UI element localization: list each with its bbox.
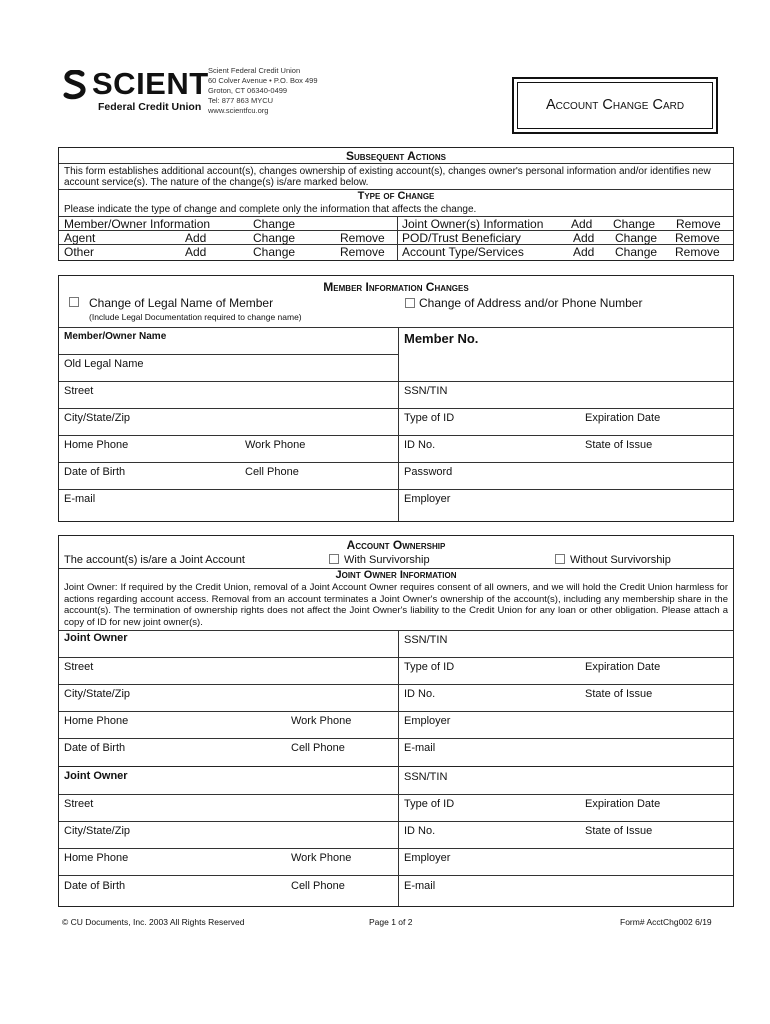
password-label: Password: [404, 466, 453, 478]
footer-copyright: © CU Documents, Inc. 2003 All Rights Reserved: [62, 917, 245, 927]
subsequent-title: Subsequent Actions: [345, 149, 446, 163]
card-title: Account Change Card: [545, 97, 685, 113]
logo: [60, 66, 209, 116]
home-phone-label: Home Phone: [64, 439, 129, 451]
change-option-add[interactable]: Add: [571, 217, 593, 231]
old-legal-name-label: Old Legal Name: [64, 358, 144, 370]
ssn-label: SSN/TIN: [404, 385, 448, 397]
address-change-option: Change of Address and/or Phone Number: [419, 296, 643, 310]
expiration-date-label: Expiration Date: [585, 412, 661, 424]
subsequent-actions-section: [58, 147, 734, 261]
change-type-member-owner: Member/Owner Information: [64, 217, 211, 231]
logo-word: SCIENT: [92, 66, 209, 101]
type-of-change-title: Type of Change: [357, 190, 435, 202]
joint-type-of-id-label: Type of ID: [404, 798, 455, 810]
joint-account-label: The account(s) is/are a Joint Account: [64, 554, 245, 566]
id-number-label: ID No.: [404, 439, 436, 451]
address-line: 60 Colver Avenue • P.O. Box 499: [208, 76, 318, 85]
joint-owner-info-title: Joint Owner Information: [335, 569, 457, 581]
change-option-remove[interactable]: Remove: [675, 245, 720, 259]
address-change-checkbox[interactable]: [405, 298, 415, 308]
joint-employer-label: Employer: [404, 715, 451, 727]
joint-street-label: Street: [64, 798, 94, 810]
without-survivorship-checkbox[interactable]: [555, 554, 565, 564]
address-line: www.scientfcu.org: [208, 106, 269, 115]
account-ownership-section: [58, 535, 734, 907]
address-line: Scient Federal Credit Union: [208, 66, 301, 75]
joint-state-issue-label: State of Issue: [585, 825, 653, 837]
joint-expiration-label: Expiration Date: [585, 798, 661, 810]
address-line: Groton, CT 06340-0499: [208, 86, 288, 95]
joint-owner-paragraph: Joint Owner: If required by the Credit Union, removal of a Joint Account Owner requires consent of all owners, and we will hold the Credit Union harmless for actions regarding account access. Removal from an account terminates a Joint Owner's ownership of the account(s), including any membership share in the account(s). The termination of ownership rights does not affect the Joint Owner's liability to the Credit Union for any loan or other obligation. Please attach a copy of ID for new joint owner(s).: [64, 582, 728, 628]
joint-cell-phone-label: Cell Phone: [291, 742, 345, 754]
joint-owner-title: Joint Owner: [64, 632, 128, 644]
cell-phone-label: Cell Phone: [245, 466, 299, 478]
joint-id-no-label: ID No.: [404, 825, 436, 837]
change-type-agent: Agent: [64, 231, 96, 245]
change-option-change[interactable]: Change: [613, 217, 656, 231]
change-option-remove[interactable]: Remove: [676, 217, 721, 231]
state-of-issue-label: State of Issue: [585, 439, 653, 451]
joint-work-phone-label: Work Phone: [291, 715, 352, 727]
address-block: [208, 66, 318, 116]
work-phone-label: Work Phone: [245, 439, 306, 451]
footer-page-number: Page 1 of 2: [369, 917, 413, 927]
change-type-pod-trust: POD/Trust Beneficiary: [402, 231, 521, 245]
change-option-remove[interactable]: Remove: [340, 231, 385, 245]
type-of-id-label: Type of ID: [404, 412, 455, 424]
joint-employer-label: Employer: [404, 852, 451, 864]
subsequent-desc: account service(s). The nature of the change(s) is/are marked below.: [64, 177, 369, 188]
logo-sub: Federal Credit Union: [98, 101, 202, 113]
change-option-add[interactable]: Add: [573, 231, 595, 245]
joint-dob-label: Date of Birth: [64, 880, 126, 892]
joint-ssn-label: SSN/TIN: [404, 771, 448, 783]
member-number-label: Member No.: [404, 331, 479, 346]
joint-home-phone-label: Home Phone: [64, 715, 129, 727]
change-option-change[interactable]: Change: [253, 231, 296, 245]
joint-cell-phone-label: Cell Phone: [291, 880, 345, 892]
joint-work-phone-label: Work Phone: [291, 852, 352, 864]
change-option-add[interactable]: Add: [185, 231, 207, 245]
change-option-add[interactable]: Add: [185, 245, 207, 259]
street-label: Street: [64, 385, 94, 397]
joint-city-label: City/State/Zip: [64, 688, 131, 700]
member-owner-name-label: Member/Owner Name: [64, 331, 167, 342]
joint-state-issue-label: State of Issue: [585, 688, 653, 700]
joint-street-label: Street: [64, 661, 94, 673]
employer-label: Employer: [404, 493, 451, 505]
joint-email-label: E-mail: [404, 742, 436, 754]
change-option-change[interactable]: Change: [253, 245, 296, 259]
with-survivorship-checkbox[interactable]: [329, 554, 339, 564]
joint-owner-title: Joint Owner: [64, 770, 128, 782]
address-line: Tel: 877 863 MYCU: [208, 96, 274, 105]
joint-email-label: E-mail: [404, 880, 436, 892]
joint-city-label: City/State/Zip: [64, 825, 131, 837]
joint-type-of-id-label: Type of ID: [404, 661, 455, 673]
footer-form-number: Form# AcctChg002 6/19: [620, 917, 712, 927]
change-option-remove[interactable]: Remove: [340, 245, 385, 259]
change-option-change[interactable]: Change: [253, 217, 296, 231]
legal-name-note: (Include Legal Documentation required to change name): [89, 312, 302, 322]
joint-dob-label: Date of Birth: [64, 742, 126, 754]
member-info-section: [58, 275, 734, 522]
card-title-box: [512, 77, 718, 134]
date-of-birth-label: Date of Birth: [64, 466, 126, 478]
joint-ssn-label: SSN/TIN: [404, 634, 448, 646]
joint-expiration-label: Expiration Date: [585, 661, 661, 673]
change-type-other: Other: [64, 245, 95, 259]
with-survivorship-label: With Survivorship: [344, 554, 430, 566]
without-survivorship-label: Without Survivorship: [570, 554, 671, 566]
subsequent-desc: This form establishes additional account(s), changes ownership of existing account(s), changes owner's personal information and/or identifies new: [64, 166, 711, 177]
legal-name-option: Change of Legal Name of Member: [89, 296, 274, 310]
scient-logo-icon: [62, 70, 90, 102]
change-type-joint-owner: Joint Owner(s) Information: [402, 217, 544, 231]
joint-home-phone-label: Home Phone: [64, 852, 129, 864]
legal-name-checkbox[interactable]: [69, 297, 79, 307]
city-state-zip-label: City/State/Zip: [64, 412, 131, 424]
change-option-remove[interactable]: Remove: [675, 231, 720, 245]
change-option-change[interactable]: Change: [615, 245, 658, 259]
joint-id-no-label: ID No.: [404, 688, 436, 700]
email-label: E-mail: [64, 493, 96, 505]
change-type-account-services: Account Type/Services: [402, 245, 524, 259]
change-option-add[interactable]: Add: [573, 245, 595, 259]
member-info-title: Member Information Changes: [323, 280, 469, 294]
type-of-change-desc: Please indicate the type of change and complete only the information that affects the change.: [64, 204, 477, 215]
account-ownership-title: Account Ownership: [346, 538, 446, 552]
change-option-change[interactable]: Change: [615, 231, 658, 245]
